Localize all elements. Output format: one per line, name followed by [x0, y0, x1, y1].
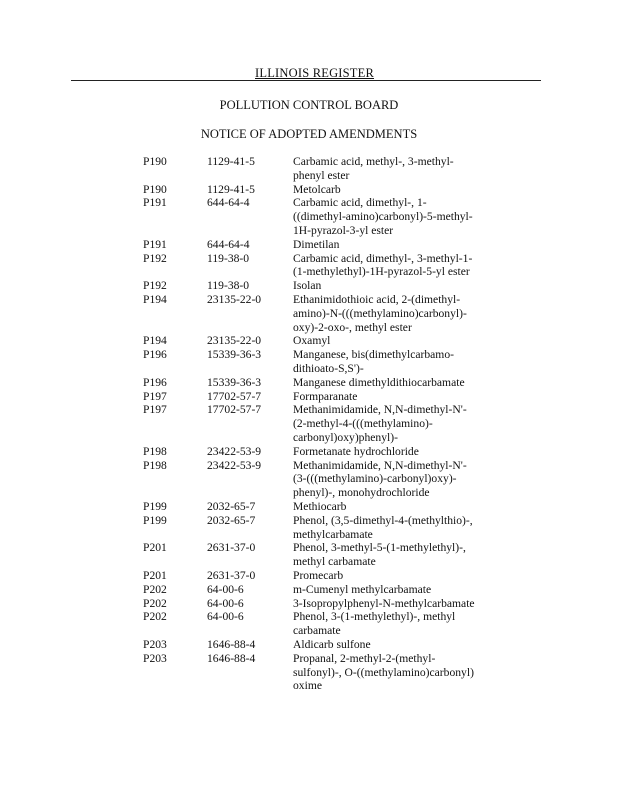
cas-number: 2032-65-7 [207, 500, 256, 513]
substance-name: Phenol, 3-methyl-5-(1-methylethyl)-, methyl carbamate [293, 541, 466, 569]
waste-code: P199 [143, 500, 167, 513]
substance-name: Dimetilan [293, 237, 340, 251]
cas-number: 2631-37-0 [207, 569, 256, 582]
waste-code: P197 [143, 389, 167, 403]
waste-code: P196 [143, 348, 167, 362]
cas-number: 1646-88-4 [207, 638, 256, 651]
cas-number: 644-64-4 [207, 237, 250, 251]
substance-name: m-Cumenyl methylcarbamate [293, 582, 432, 596]
cas-number: 2032-65-7 [207, 513, 256, 527]
substance-name: Metolcarb [293, 182, 341, 196]
board-name: POLLUTION CONTROL BOARD [219, 98, 399, 112]
waste-code: P194 [143, 334, 167, 348]
waste-code: P194 [143, 293, 167, 306]
cas-number: 15339-36-3 [207, 375, 262, 389]
substance-name: Manganese, bis(dimethylcarbamo- dithioato-S,S')- [293, 348, 454, 375]
substance-name: Methanimidamide, N,N-dimethyl-N'- (3-(((methylamino)-carbonyl)oxy)- phenyl)-, monohydrochloride [293, 458, 467, 500]
waste-code: P190 [143, 155, 167, 168]
waste-code: P201 [143, 541, 167, 555]
substance-name: Carbamic acid, dimethyl-, 3-methyl-1- (1-methylethyl)-1H-pyrazol-5-yl ester [293, 251, 473, 279]
cas-number: 64-00-6 [207, 582, 244, 596]
cas-number: 15339-36-3 [207, 348, 262, 362]
cas-number: 23135-22-0 [207, 293, 262, 306]
waste-code: P202 [143, 582, 167, 596]
waste-code: P196 [143, 375, 167, 389]
substance-name: Propanal, 2-methyl-2-(methyl- sulfonyl)-, O-((methylamino)carbonyl) oxime [293, 651, 474, 693]
waste-code: P190 [143, 182, 167, 196]
waste-code: P198 [143, 444, 167, 458]
waste-code: P198 [143, 458, 167, 472]
cas-number: 644-64-4 [207, 196, 250, 210]
waste-code: P202 [143, 596, 167, 610]
cas-number: 23422-53-9 [207, 458, 262, 472]
waste-code: P203 [143, 638, 167, 651]
cas-number: 1129-41-5 [207, 155, 255, 168]
header-rule [71, 80, 541, 81]
substance-name: Formetanate hydrochloride [293, 444, 419, 458]
cas-number: 119-38-0 [207, 279, 250, 293]
notice-title: NOTICE OF ADOPTED AMENDMENTS [200, 127, 418, 141]
waste-code: P201 [143, 569, 167, 582]
substance-name: Phenol, 3-(1-methylethyl)-, methyl carbamate [293, 610, 456, 638]
cas-number: 1129-41-5 [207, 182, 255, 196]
cas-number: 17702-57-7 [207, 403, 262, 417]
substance-name: Aldicarb sulfone [293, 638, 371, 651]
cas-number: 1646-88-4 [207, 651, 256, 665]
substance-name: Oxamyl [293, 334, 331, 348]
cas-number: 17702-57-7 [207, 389, 262, 403]
waste-code: P192 [143, 279, 167, 293]
waste-code: P202 [143, 610, 167, 624]
substance-name: Manganese dimethyldithiocarbamate [293, 375, 465, 389]
substance-name: Carbamic acid, dimethyl-, 1- ((dimethyl-amino)carbonyl)-5-methyl- 1H-pyrazol-3-yl ester [293, 196, 473, 237]
substance-name: Ethanimidothioic acid, 2-(dimethyl- amino)-N-(((methylamino)carbonyl)- oxy)-2-oxo-, methyl ester [293, 293, 467, 334]
waste-code: P192 [143, 251, 167, 265]
waste-code: P199 [143, 513, 167, 527]
substance-name: Phenol, (3,5-dimethyl-4-(methylthio)-, methylcarbamate [293, 513, 473, 541]
cas-number: 64-00-6 [207, 610, 244, 624]
waste-code: P191 [143, 237, 167, 251]
substance-name: Formparanate [293, 389, 358, 403]
substance-name: Isolan [293, 279, 322, 293]
cas-number: 119-38-0 [207, 251, 250, 265]
substance-name: Promecarb [293, 569, 344, 582]
cas-number: 23135-22-0 [207, 334, 262, 348]
substance-name: Carbamic acid, methyl-, 3-methyl- phenyl ester [293, 155, 454, 182]
substance-name: Methiocarb [293, 500, 347, 513]
waste-code: P191 [143, 196, 167, 210]
register-title: ILLINOIS REGISTER [255, 66, 375, 80]
cas-number: 2631-37-0 [207, 541, 256, 555]
waste-code: P203 [143, 651, 167, 665]
substance-name: Methanimidamide, N,N-dimethyl-N'- (2-methyl-4-(((methylamino)- carbonyl)oxy)phenyl)- [293, 403, 467, 444]
cas-number: 23422-53-9 [207, 444, 262, 458]
substance-name: 3-Isopropylphenyl-N-methylcarbamate [293, 596, 475, 610]
cas-number: 64-00-6 [207, 596, 244, 610]
waste-code: P197 [143, 403, 167, 417]
